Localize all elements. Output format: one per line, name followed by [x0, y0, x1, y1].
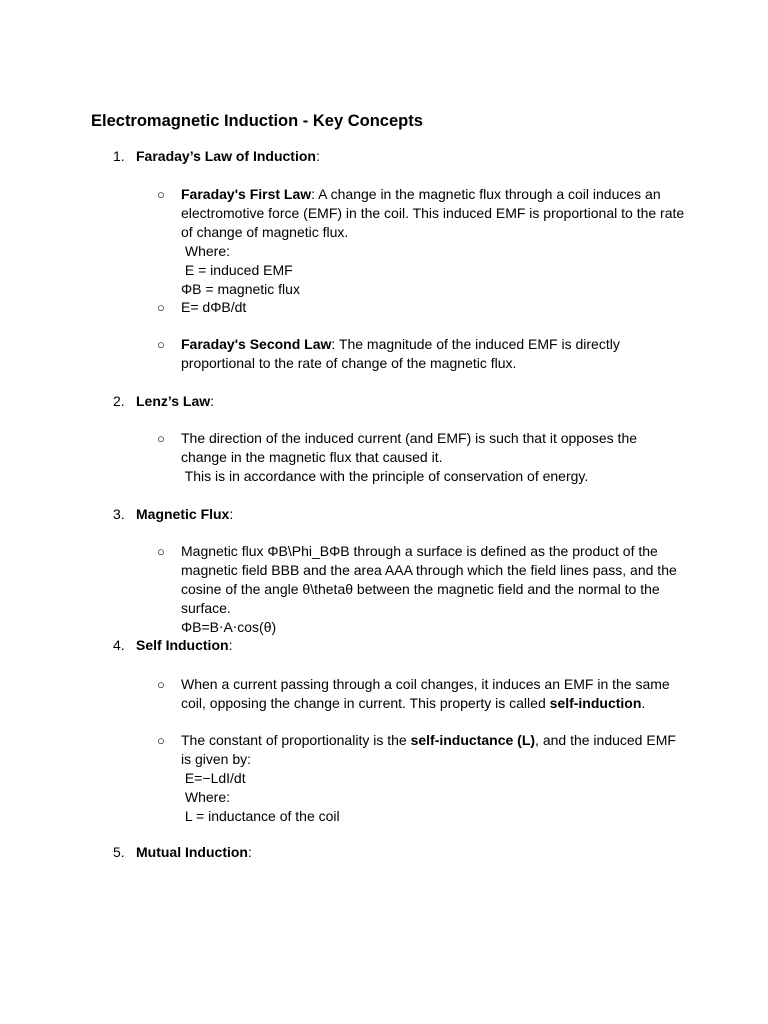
- text-line: is given by:: [181, 751, 252, 767]
- bullet-icon: ○: [157, 187, 165, 202]
- section-heading: [136, 636, 232, 655]
- section-heading: [136, 505, 233, 524]
- bold-term: Faraday's First Law: [181, 186, 312, 202]
- line-text-after: .: [641, 695, 646, 711]
- list-item: [181, 542, 691, 637]
- bullet-icon: ○: [157, 544, 165, 559]
- text-line: E = induced EMF: [181, 262, 293, 278]
- section-number: 4.: [113, 637, 125, 653]
- text-line: electromotive force (EMF) in the coil. This induced EMF is proportional to the rate: [181, 205, 685, 221]
- line-text-after: , and the induced EMF: [535, 732, 676, 748]
- text-line: ΦB = magnetic flux: [181, 281, 300, 297]
- bullet-icon: ○: [157, 337, 165, 352]
- section-heading-text: Self Induction: [136, 637, 229, 653]
- formula-line: E=−LdI/dt: [181, 770, 246, 786]
- section-number: 3.: [113, 506, 125, 522]
- text-line: magnetic field BBB and the area AAA through which the field lines pass, and the: [181, 562, 677, 578]
- bold-term: Faraday's Second Law: [181, 336, 332, 352]
- heading-suffix: :: [210, 393, 215, 409]
- text-line: When a current passing through a coil changes, it induces an EMF in the same: [181, 676, 670, 692]
- text-line: The direction of the induced current (and EMF) is such that it opposes the: [181, 430, 638, 446]
- line-text: coil, opposing the change in current. This property is called: [181, 695, 550, 711]
- bullet-icon: ○: [157, 431, 165, 446]
- bullet-icon: ○: [157, 300, 165, 315]
- bullet-icon: ○: [157, 733, 165, 748]
- section-number: 2.: [113, 393, 125, 409]
- text-line: [181, 731, 691, 750]
- text-line: change in the magnetic flux that caused it.: [181, 449, 443, 465]
- section-heading-text: Faraday’s Law of Induction: [136, 148, 316, 164]
- list-item: [181, 675, 691, 713]
- text-line: Where:: [181, 789, 231, 805]
- heading-suffix: :: [229, 506, 234, 522]
- section-heading-text: Lenz’s Law: [136, 393, 211, 409]
- section-heading: [136, 843, 252, 862]
- page-title: Electromagnetic Induction - Key Concepts: [91, 112, 423, 130]
- section-heading-text: Magnetic Flux: [136, 506, 230, 522]
- line-text: : A change in the magnetic flux through a coil induces an: [311, 186, 661, 202]
- section-number: 5.: [113, 844, 125, 860]
- text-line: proportional to the rate of change of the magnetic flux.: [181, 355, 517, 371]
- text-line: surface.: [181, 600, 231, 616]
- text-line: This is in accordance with the principle of conservation of energy.: [181, 468, 589, 484]
- text-line: Where:: [181, 243, 231, 259]
- text-line: Magnetic flux ΦB\Phi_BΦB through a surface is defined as the product of the: [181, 543, 658, 559]
- text-line: cosine of the angle θ\thetaθ between the magnetic field and the normal to the: [181, 581, 660, 597]
- section-heading: [136, 392, 214, 411]
- heading-suffix: :: [315, 148, 320, 164]
- heading-suffix: :: [247, 844, 252, 860]
- line-text: : The magnitude of the induced EMF is directly: [331, 336, 620, 352]
- bold-term: self-induction: [549, 695, 642, 711]
- text-line: [181, 335, 691, 354]
- formula-line: E= dΦB/dt: [181, 299, 247, 315]
- bold-term: self-inductance (L): [410, 732, 536, 748]
- list-item: [181, 429, 691, 486]
- section-number: 1.: [113, 148, 125, 164]
- list-item: [181, 185, 691, 299]
- section-heading: [136, 147, 320, 166]
- list-item: [181, 298, 691, 317]
- bullet-icon: ○: [157, 677, 165, 692]
- list-item: [181, 335, 691, 373]
- list-item: [181, 731, 691, 826]
- text-line: L = inductance of the coil: [181, 808, 340, 824]
- text-line: [181, 185, 691, 204]
- heading-suffix: :: [228, 637, 233, 653]
- formula-line: ΦB=B⋅A⋅cos(θ): [181, 619, 277, 635]
- text-line: of change of magnetic flux.: [181, 224, 349, 240]
- section-heading-text: Mutual Induction: [136, 844, 248, 860]
- line-text: The constant of proportionality is the: [181, 732, 411, 748]
- text-line: [181, 694, 691, 713]
